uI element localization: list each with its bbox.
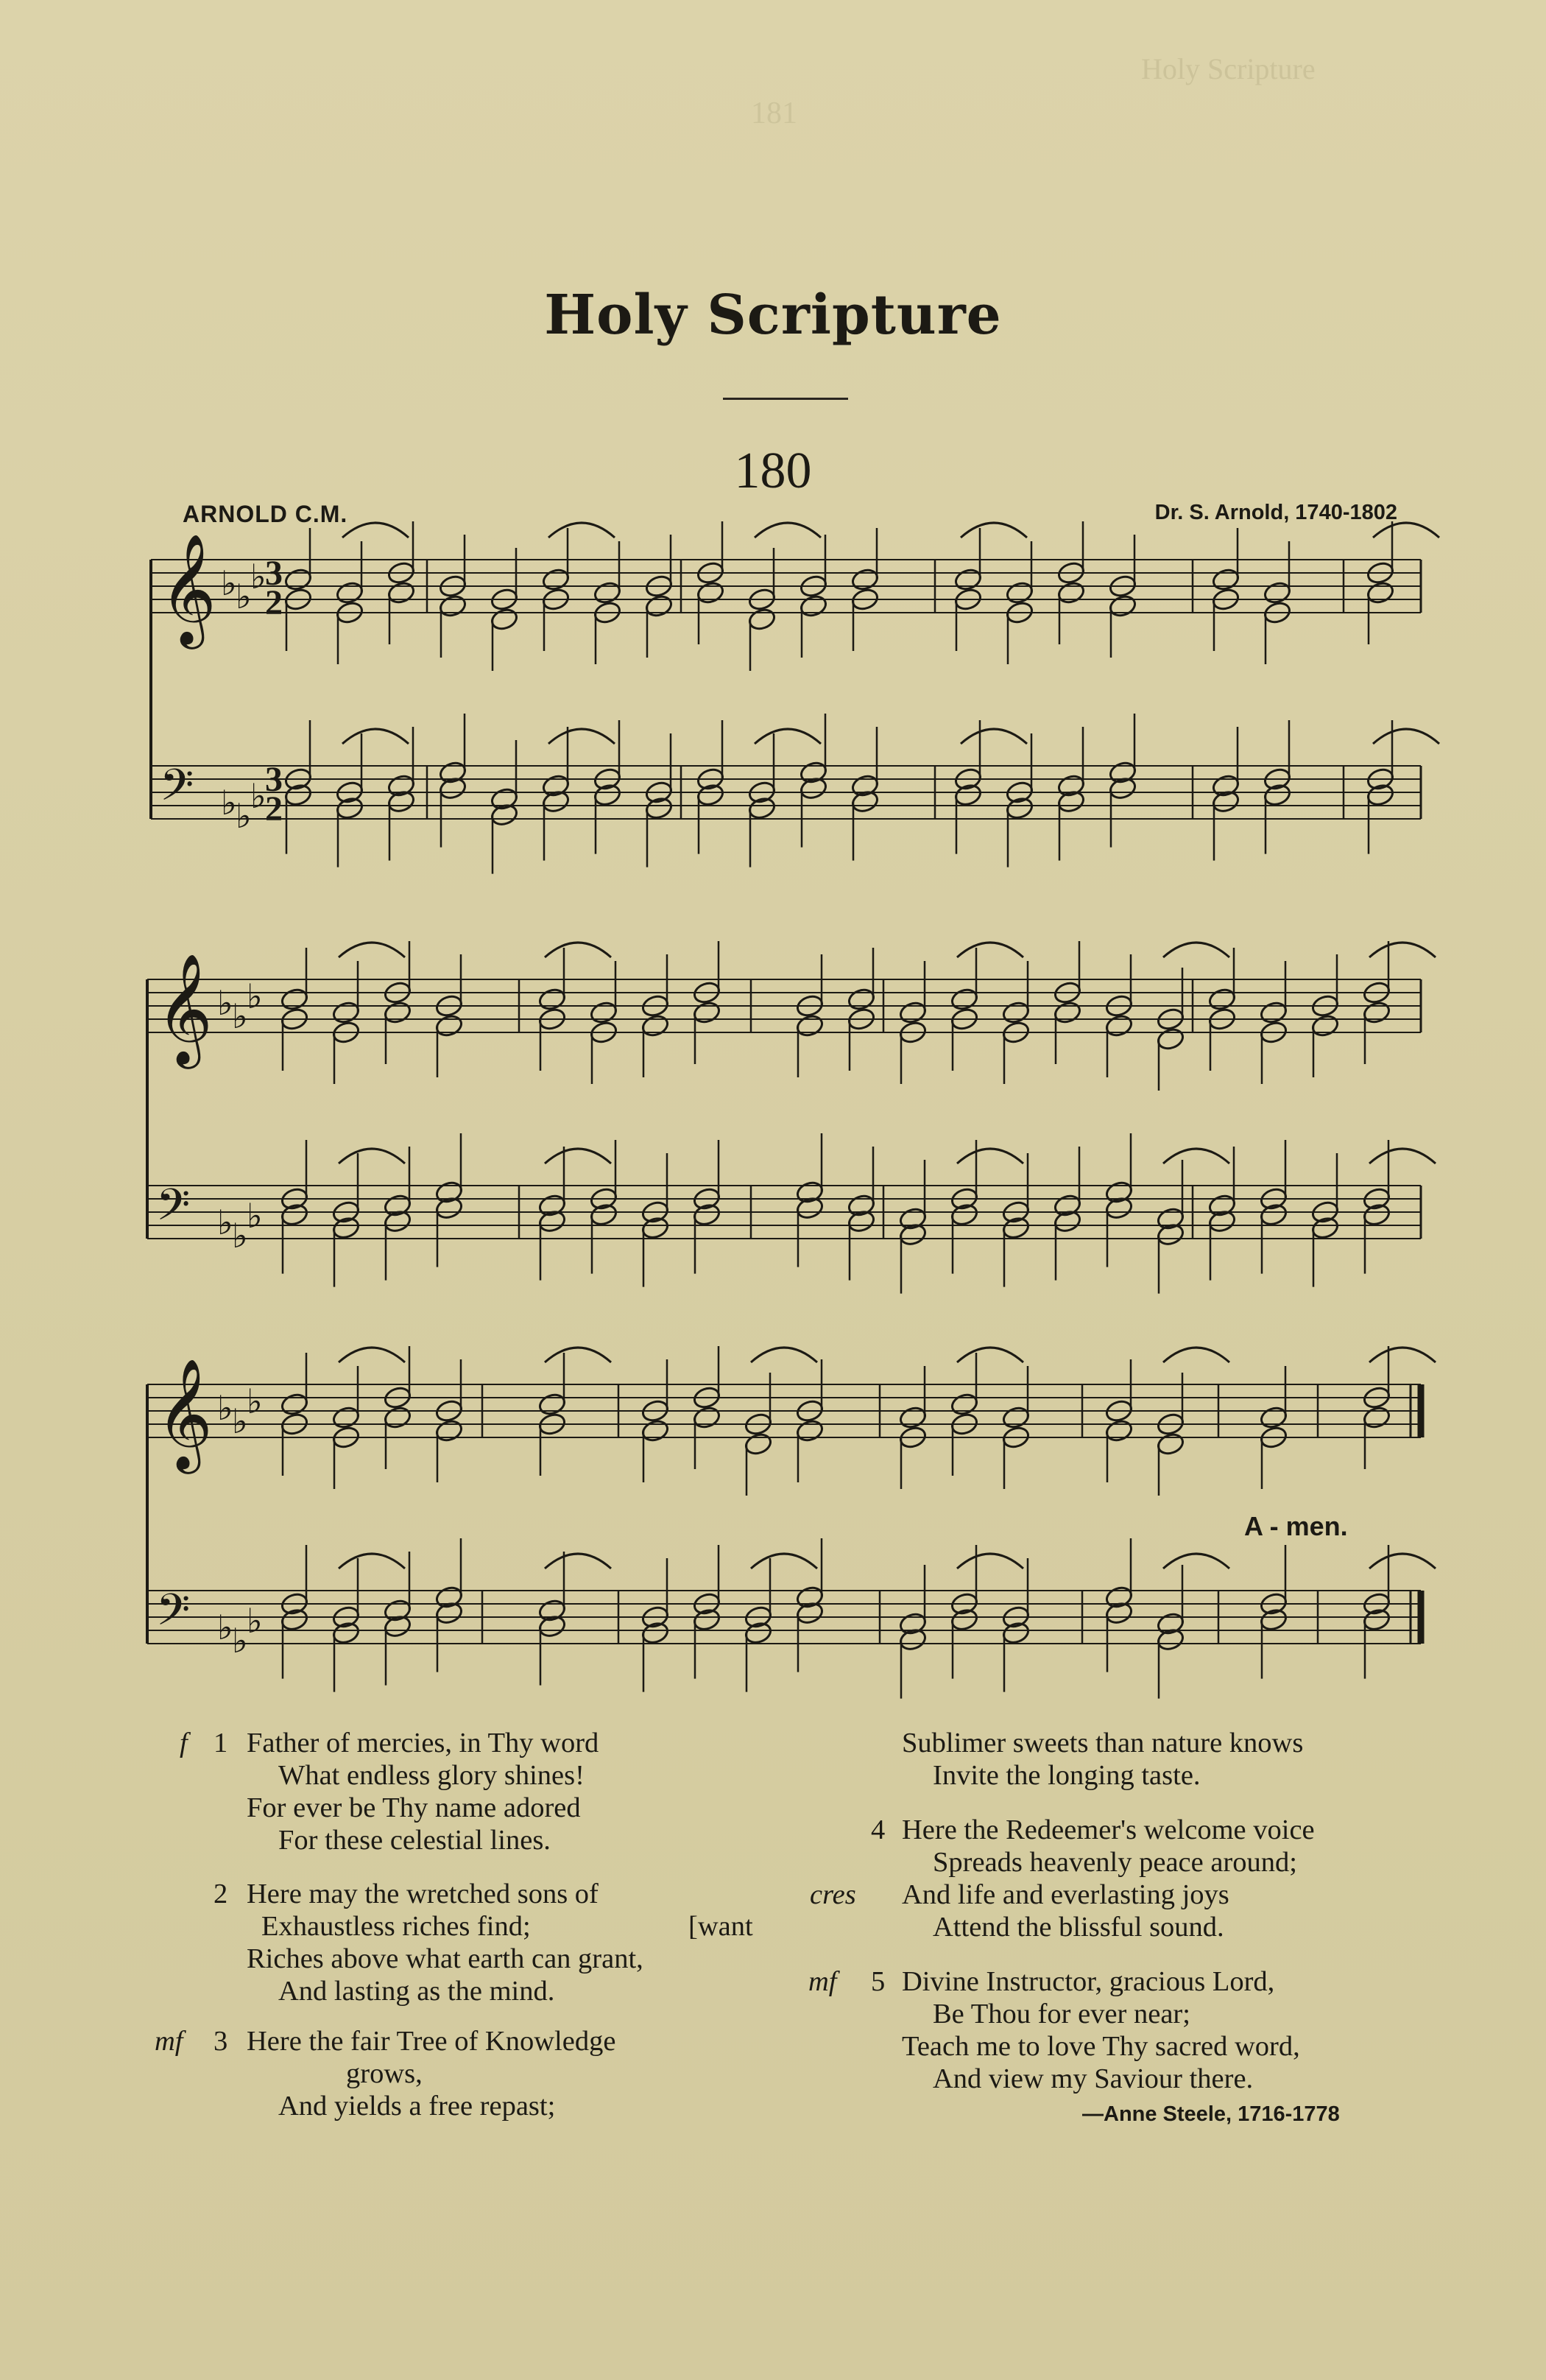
verse-line: And life and everlasting joys bbox=[902, 1879, 1229, 1910]
note-head bbox=[383, 1000, 412, 1025]
note-head bbox=[640, 1418, 670, 1443]
slur bbox=[339, 1149, 405, 1163]
slur bbox=[751, 1554, 817, 1569]
slur bbox=[961, 523, 1027, 538]
note-head bbox=[950, 987, 979, 1012]
slur bbox=[545, 1554, 611, 1569]
flat-sign: ♭ bbox=[247, 1196, 263, 1236]
note-head bbox=[1005, 580, 1034, 605]
slur bbox=[545, 1348, 611, 1362]
note-head bbox=[280, 1392, 309, 1417]
note-head bbox=[283, 567, 313, 592]
note-head bbox=[847, 987, 876, 1012]
verse-line: Here may the wretched sons of bbox=[247, 1879, 599, 1909]
bleed-through-number: 181 bbox=[751, 96, 797, 130]
slur bbox=[339, 943, 405, 957]
slur bbox=[342, 523, 409, 538]
verse-line: Riches above what earth can grant, bbox=[247, 1943, 643, 1974]
flat-sign: ♭ bbox=[236, 796, 252, 836]
note-head bbox=[331, 1000, 361, 1025]
treble-clef: 𝄞 bbox=[160, 532, 216, 644]
note-head bbox=[1263, 580, 1292, 605]
note-head bbox=[1104, 1418, 1134, 1443]
slur bbox=[1369, 1149, 1436, 1163]
flat-sign: ♭ bbox=[247, 1381, 263, 1421]
note-head bbox=[1001, 1000, 1031, 1025]
slur bbox=[961, 729, 1027, 744]
verse-line: And lasting as the mind. bbox=[278, 1976, 555, 2007]
note-head bbox=[1366, 580, 1395, 605]
slur bbox=[1369, 943, 1436, 957]
slur bbox=[1373, 729, 1439, 744]
slur bbox=[339, 1348, 405, 1362]
flat-sign: ♭ bbox=[221, 563, 237, 603]
verse-number: 4 bbox=[871, 1814, 886, 1845]
slur bbox=[1163, 1554, 1229, 1569]
slur bbox=[548, 729, 615, 744]
verse-line: Here the Redeemer's welcome voice bbox=[902, 1814, 1315, 1845]
verse-line: For ever be Thy name adored bbox=[247, 1792, 581, 1823]
note-head bbox=[1310, 1013, 1340, 1038]
flat-sign: ♭ bbox=[247, 1601, 263, 1641]
note-head bbox=[953, 567, 983, 592]
time-signature: 2 bbox=[265, 789, 283, 828]
note-head bbox=[1053, 1000, 1082, 1025]
slur bbox=[342, 729, 409, 744]
slur bbox=[755, 523, 821, 538]
attribution: —Anne Steele, 1716-1778 bbox=[1082, 2102, 1340, 2126]
note-head bbox=[898, 1405, 928, 1430]
note-head bbox=[1259, 1000, 1288, 1025]
dynamic-marking: mf bbox=[808, 1966, 837, 1997]
slur bbox=[545, 1149, 611, 1163]
verse-line: For these celestial lines. bbox=[278, 1825, 551, 1856]
note-head bbox=[795, 1418, 825, 1443]
note-head bbox=[541, 567, 571, 592]
flat-sign: ♭ bbox=[232, 996, 248, 1036]
flat-sign: ♭ bbox=[232, 1216, 248, 1256]
note-head bbox=[692, 1000, 721, 1025]
slur bbox=[548, 523, 615, 538]
tune-name: ARNOLD C.M. bbox=[183, 501, 348, 527]
note-head bbox=[1056, 580, 1086, 605]
bass-clef: 𝄢 bbox=[160, 759, 194, 821]
flat-sign: ♭ bbox=[250, 557, 267, 596]
note-head bbox=[383, 1405, 412, 1430]
note-head bbox=[1156, 1432, 1185, 1457]
note-head bbox=[1104, 1013, 1134, 1038]
bass-clef: 𝄢 bbox=[156, 1179, 191, 1241]
time-signature: 3 bbox=[265, 760, 283, 799]
verse-line: Father of mercies, in Thy word bbox=[247, 1728, 599, 1758]
note-head bbox=[434, 1418, 464, 1443]
slur bbox=[751, 1348, 817, 1362]
slur bbox=[339, 1554, 405, 1569]
note-head bbox=[692, 1405, 721, 1430]
note-head bbox=[1211, 567, 1240, 592]
slur bbox=[957, 1348, 1023, 1362]
flat-sign: ♭ bbox=[250, 776, 267, 816]
note-head bbox=[744, 1432, 773, 1457]
flat-sign: ♭ bbox=[217, 983, 233, 1023]
slur bbox=[1373, 523, 1439, 538]
note-head bbox=[1207, 987, 1237, 1012]
verse-line: Exhaustless riches find; bbox=[261, 1911, 531, 1942]
note-head bbox=[640, 1013, 670, 1038]
note-head bbox=[386, 580, 416, 605]
slur bbox=[1163, 1149, 1229, 1163]
note-head bbox=[438, 594, 467, 619]
verse-line: Spreads heavenly peace around; bbox=[933, 1847, 1297, 1878]
verse-line: Be Thou for ever near; bbox=[933, 1999, 1190, 2029]
verse-line: Divine Instructor, gracious Lord, bbox=[902, 1966, 1275, 1997]
hymn-number: 180 bbox=[734, 443, 812, 499]
note-head bbox=[1362, 1000, 1391, 1025]
note-head bbox=[950, 1392, 979, 1417]
dynamic-marking: cres bbox=[810, 1879, 856, 1910]
note-head bbox=[537, 1392, 567, 1417]
slur bbox=[1369, 1554, 1436, 1569]
time-signature: 2 bbox=[265, 583, 283, 622]
note-head bbox=[280, 987, 309, 1012]
verse-line: Invite the longing taste. bbox=[933, 1760, 1201, 1791]
note-head bbox=[850, 567, 880, 592]
flat-sign: ♭ bbox=[221, 783, 237, 823]
note-head bbox=[747, 607, 777, 632]
verse-line: And yields a free repast; bbox=[278, 2091, 556, 2122]
verse-line: Sublimer sweets than nature knows bbox=[902, 1728, 1304, 1758]
verse-line: Here the fair Tree of Knowledge bbox=[247, 2026, 616, 2057]
note-head bbox=[1108, 594, 1137, 619]
note-head bbox=[1001, 1405, 1031, 1430]
dynamic-marking: mf bbox=[155, 2026, 183, 2057]
slur bbox=[1163, 943, 1229, 957]
amen-label: A - men. bbox=[1244, 1511, 1348, 1541]
note-head bbox=[537, 987, 567, 1012]
note-head bbox=[490, 607, 519, 632]
verse-number: 3 bbox=[213, 2026, 228, 2057]
verse-number: 1 bbox=[213, 1728, 228, 1758]
treble-clef: 𝄞 bbox=[156, 952, 213, 1064]
slur bbox=[1163, 1348, 1229, 1362]
composer: Dr. S. Arnold, 1740-1802 bbox=[1154, 501, 1397, 524]
verse-line: grows, bbox=[346, 2058, 423, 2089]
slur bbox=[1369, 1348, 1436, 1362]
flat-sign: ♭ bbox=[217, 1608, 233, 1647]
slur bbox=[755, 729, 821, 744]
bass-clef: 𝄢 bbox=[156, 1584, 191, 1646]
verse-line: And view my Saviour there. bbox=[933, 2063, 1254, 2094]
slur bbox=[957, 943, 1023, 957]
verse-number: 5 bbox=[871, 1966, 886, 1997]
verse-line: What endless glory shines! bbox=[278, 1760, 585, 1791]
flat-sign: ♭ bbox=[236, 577, 252, 616]
note-head bbox=[795, 1013, 825, 1038]
note-head bbox=[1156, 1027, 1185, 1052]
flat-sign: ♭ bbox=[217, 1203, 233, 1242]
flat-sign: ♭ bbox=[247, 976, 263, 1016]
section-title: Holy Scripture bbox=[544, 284, 1002, 347]
treble-clef: 𝄞 bbox=[156, 1357, 213, 1469]
note-head bbox=[1362, 1405, 1391, 1430]
note-head bbox=[799, 594, 828, 619]
slur bbox=[545, 943, 611, 957]
flat-sign: ♭ bbox=[232, 1401, 248, 1441]
note-head bbox=[644, 594, 674, 619]
note-head bbox=[696, 580, 725, 605]
note-head bbox=[593, 580, 622, 605]
verse-line: Teach me to love Thy sacred word, bbox=[902, 2031, 1300, 2062]
note-head bbox=[589, 1000, 618, 1025]
note-head bbox=[331, 1405, 361, 1430]
verse-number: 2 bbox=[213, 1879, 228, 1909]
note-head bbox=[335, 580, 364, 605]
verse-line: Attend the blissful sound. bbox=[933, 1912, 1224, 1943]
note-head bbox=[434, 1013, 464, 1038]
note-head bbox=[898, 1000, 928, 1025]
time-signature: 3 bbox=[265, 554, 283, 593]
slur bbox=[957, 1554, 1023, 1569]
dynamic-marking: f bbox=[180, 1728, 188, 1758]
flat-sign: ♭ bbox=[232, 1621, 248, 1661]
verse-line: [want bbox=[688, 1911, 753, 1942]
bleed-through-text: Holy Scripture bbox=[1141, 52, 1316, 85]
flat-sign: ♭ bbox=[217, 1388, 233, 1428]
slur bbox=[957, 1149, 1023, 1163]
note-head bbox=[1259, 1405, 1288, 1430]
